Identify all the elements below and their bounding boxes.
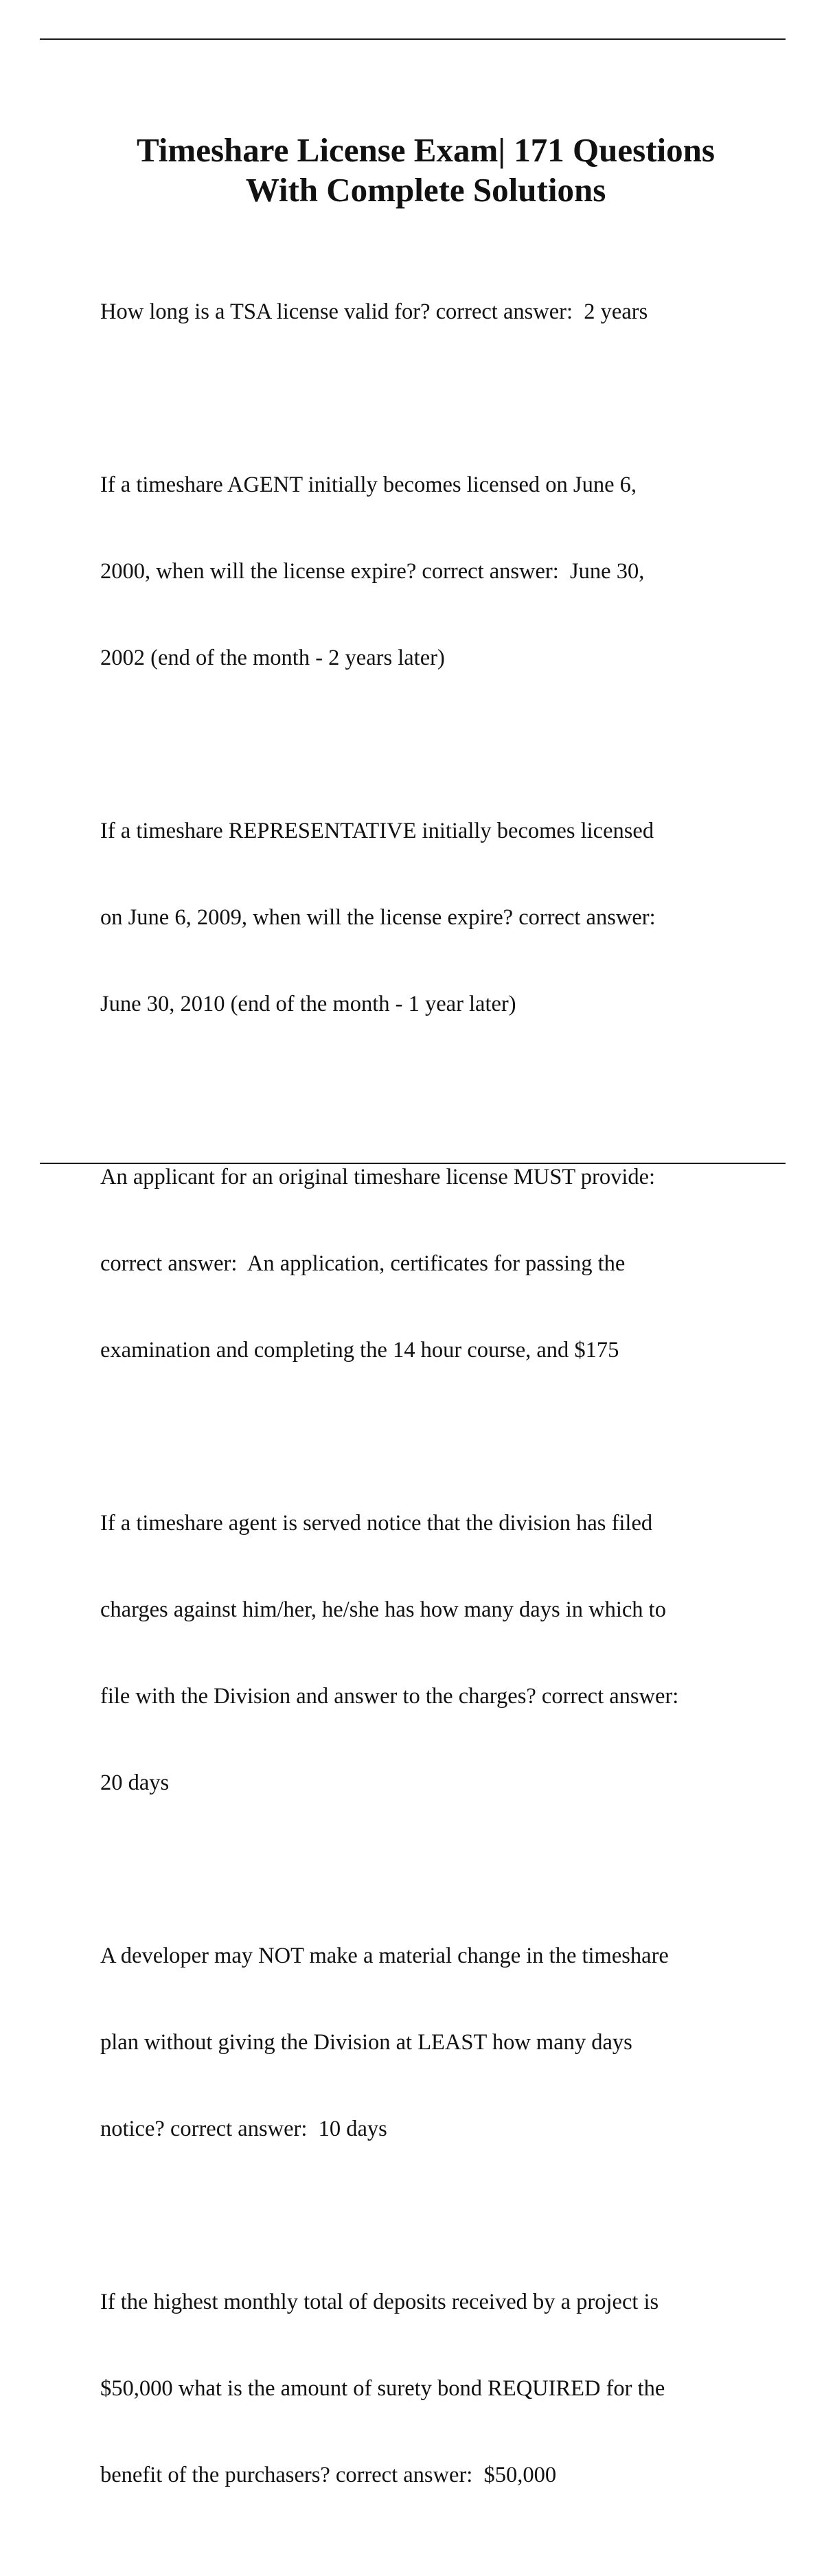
qa-text-line: on June 6, 2009, when will the license expire? correct answer:: [100, 905, 656, 930]
qa-item: [100, 759, 759, 1076]
qa-text-line: 20 days: [100, 1770, 170, 1795]
qa-text-line: plan without giving the Division at LEAST how many days: [100, 2030, 632, 2055]
title-line: With Complete Solutions: [245, 171, 606, 209]
qa-text-line: If a timeshare AGENT initially becomes licensed on June 6,: [100, 472, 637, 497]
qa-text-line: file with the Division and answer to the charges? correct answer:: [100, 1684, 679, 1709]
qa-text-line: charges against him/her, he/she has how many days in which to: [100, 1597, 666, 1622]
qa-text-line: 2000, when will the license expire? correct answer: June 30,: [100, 559, 645, 584]
qa-text-line: If a timeshare REPRESENTATIVE initially becomes licensed: [100, 819, 654, 843]
qa-text-line: benefit of the purchasers? correct answer: $50,000: [100, 2463, 557, 2487]
title-line: Timeshare License Exam| 171 Questions: [137, 131, 715, 169]
qa-item: [100, 2230, 759, 2547]
qa-item: [100, 413, 759, 730]
qa-text-line: June 30, 2010 (end of the month - 1 year later): [100, 992, 516, 1016]
qa-text-line: A developer may NOT make a material change in the timeshare: [100, 1944, 669, 1968]
question-answer-list: [100, 240, 759, 2576]
qa-text-line: If a timeshare agent is served notice that the division has filed: [100, 1511, 653, 1536]
qa-text-line: How long is a TSA license valid for? correct answer: 2 years: [100, 299, 648, 324]
qa-text-line: $50,000 what is the amount of surety bond REQUIRED for the: [100, 2376, 665, 2401]
header-divider: [40, 38, 786, 40]
qa-item: [100, 1105, 759, 1422]
qa-item: [100, 1884, 759, 2201]
qa-text-line: correct answer: An application, certificates for passing the: [100, 1251, 626, 1276]
document-title: [41, 130, 810, 210]
qa-item: [100, 1451, 759, 1855]
qa-text-line: If the highest monthly total of deposits received by a project is: [100, 2290, 659, 2314]
qa-text-line: An applicant for an original timeshare license MUST provide:: [100, 1165, 656, 1189]
footer-divider: [40, 1163, 786, 1164]
qa-text-line: 2002 (end of the month - 2 years later): [100, 646, 445, 670]
qa-text-line: examination and completing the 14 hour course, and $175: [100, 1338, 619, 1363]
qa-text-line: notice? correct answer: 10 days: [100, 2117, 387, 2141]
qa-item: [100, 240, 759, 384]
